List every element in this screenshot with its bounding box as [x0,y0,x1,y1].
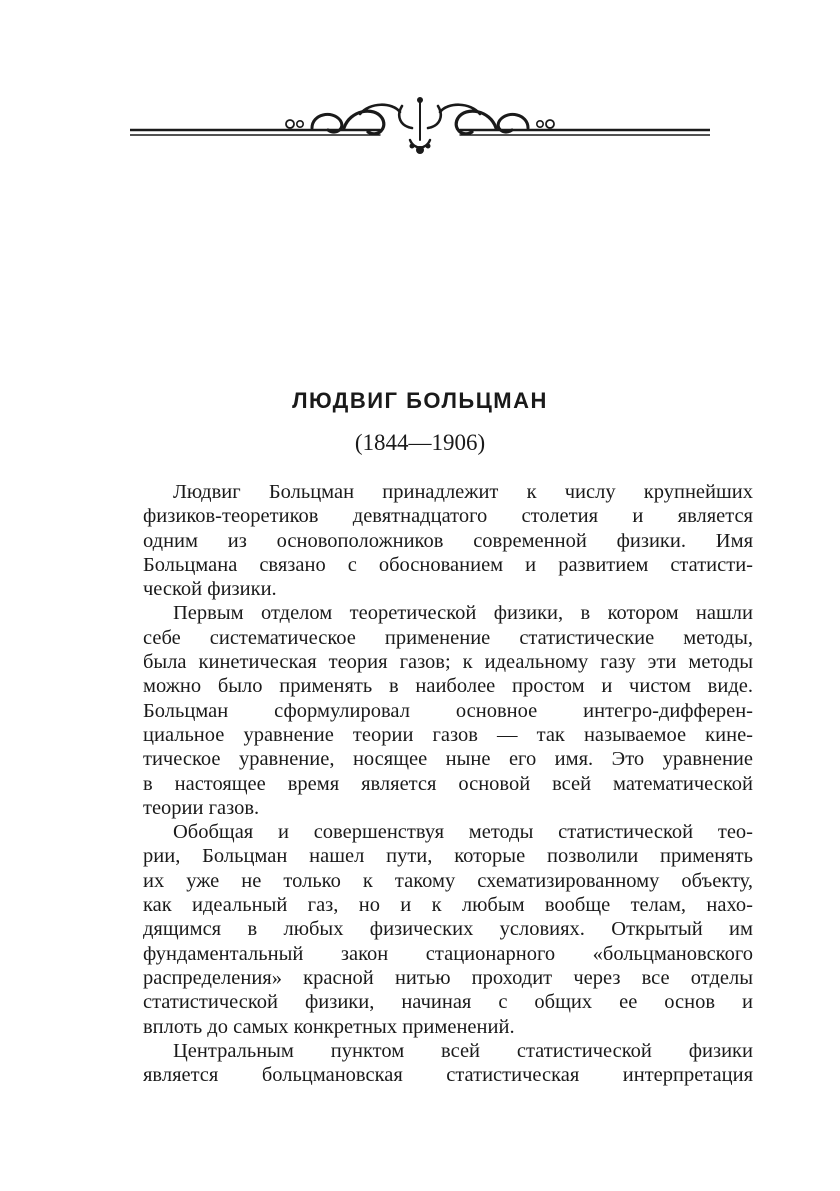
text-line: Больцман сформулировал основное интегро-дифферен- [143,699,753,722]
text-line: в настоящее время является основой всей математической [143,772,753,795]
text-line: фундаментальный закон стационарного «больцмановского [143,942,753,965]
text-line: себе систематическое применение статистические методы, [143,626,753,649]
text-line: можно было применять в наиболее простом и чистом виде. [143,675,753,698]
text-line: рии, Больцман нашел пути, которые позволили применять [143,845,753,868]
body-text [143,480,753,1087]
text-line: физиков-теоретиков девятнадцатого столетия и является [143,505,753,528]
text-line: дящимся в любых физических условиях. Открытый им [143,918,753,941]
text-line: статистической физики, начиная с общих ее основ и [143,991,753,1014]
text-line: Обобщая и совершенствуя методы статистической тео- [173,821,753,844]
text-line: Людвиг Больцман принадлежит к числу крупнейших [173,481,753,503]
text-line: была кинетическая теория газов; к идеальному газу эти методы [143,651,753,674]
paragraph-1 [143,480,753,601]
text-line: Больцмана связано с обоснованием и развитием статисти- [143,553,753,576]
text-line: Первым отделом теоретической физики, в котором нашли [173,602,753,625]
text-line: как идеальный газ, но и к любым вообще телам, нахо- [143,894,753,917]
text-line: теории газов. [143,796,260,819]
text-line: циальное уравнение теории газов — так называемое кине- [143,723,753,746]
text-line: Центральным пунктом всей статистической физики [173,1039,753,1062]
text-line: тическое уравнение, носящее ныне его имя. Это уравнение [143,748,753,771]
text-line: ческой физики. [143,578,277,601]
text-line: вплоть до самых конкретных применений. [143,1015,515,1038]
paragraph-3 [143,820,753,1039]
page-title: ЛЮДВИГ БОЛЬЦМАН [292,388,548,413]
life-years: (1844—1906) [354,430,486,455]
paragraph-4 [143,1039,753,1088]
text-line: является больцмановская статистическая интерпретация [143,1064,753,1087]
text-line: одним из основоположников современной физики. Имя [143,529,753,552]
text-line: распределения» красной нитью проходит через все отделы [143,966,753,989]
scroll-ornament-icon [130,92,710,162]
text-line: их уже не только к такому схематизированному объекту, [143,869,753,892]
paragraph-2 [143,601,753,820]
